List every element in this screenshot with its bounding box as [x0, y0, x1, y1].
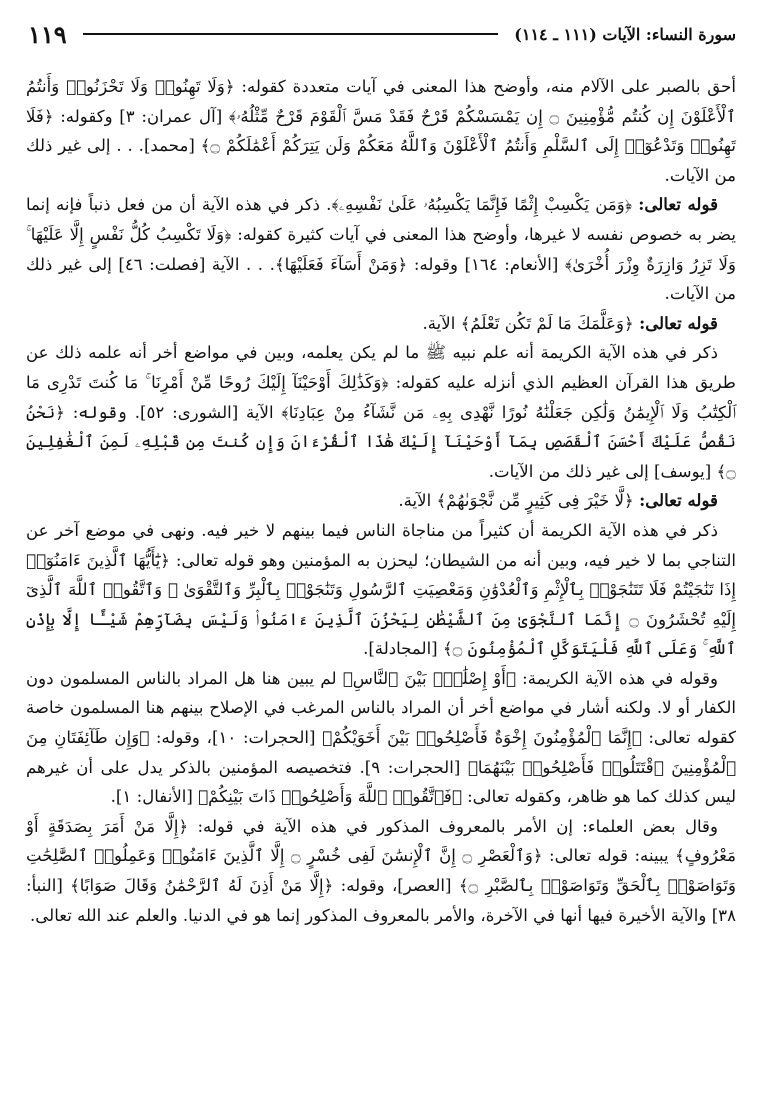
paragraph-6	[26, 516, 736, 664]
surah-title: سورة النساء: الآيات (١١١ ـ ١١٤)	[514, 24, 736, 44]
paragraph-label: قوله تعالى:	[639, 490, 718, 511]
paragraph-8	[26, 812, 736, 930]
page-header	[26, 14, 736, 54]
paragraph-text: ذكر في هذه الآية الكريمة أنه علم نبيه ﷺ ما لم يكن يعلمه، وبين في مواضع أخر أنه علمه ذلك عن طريق هذا القرآن العظيم الذي أنزله عليه كقوله: ﴿وَكَذَٰلِكَ أَوْحَيْنَآ إِلَيْكَ رُوحًا مِّنْ أَمْرِنَا ۚ مَا كُنتَ تَدْرِى مَا ٱلْكِتَٰبُ وَلَا ٱلْإِيمَٰنُ وَلَٰكِن جَعَلْنَٰهُ نُورًا نَّهْدِى بِهِۦ مَن نَّشَآءُ مِنْ عِبَادِنَا﴾ الآية [الشورى: ٥٢]. وقوله: ﴿نَحْنُ نَقُصُّ عَلَيْكَ أَحْسَنَ ٱلْقَصَصِ بِمَآ أَوْحَيْنَآ إِلَيْكَ هَٰذَا ٱلْقُرْءَانَ وَإِن كُنتَ مِن قَبْلِهِۦ لَمِنَ ٱلْغَٰفِلِينَ ۝﴾ [يوسف] إلى غير ذلك من الآيات.	[26, 343, 736, 481]
paragraph-7	[26, 664, 736, 812]
paragraph-3	[26, 309, 736, 339]
paragraph-text: ﴿لَّا خَيْرَ فِى كَثِيرٍ مِّن نَّجْوَىٰهُمْ﴾ الآية.	[398, 491, 634, 511]
paragraph-5	[26, 486, 736, 516]
paragraph-text: ﴿وَمَن يَكْسِبْ إِثْمًا فَإِنَّمَا يَكْسِبُهُۥ عَلَىٰ نَفْسِهِۦ﴾. ذكر في هذه الآية أن من فعل ذنباً فإنه إنما يضر به خصوص نفسه لا غيرها، وأوضح هذا المعنى في آيات كثيرة كقوله: ﴿وَلَا تَكْسِبُ كُلُّ نَفْسٍ إِلَّا عَلَيْهَا ۚ وَلَا تَزِرُ وَازِرَةٌ وِزْرَ أُخْرَىٰ﴾ [الأنعام: ١٦٤] وقوله: ﴿وَمَنْ أَسَآءَ فَعَلَيْهَا﴾. . . الآية [فصلت: ٤٦] إلى غير ذلك من الآيات.	[26, 195, 736, 304]
page-number: ١١٩	[28, 19, 67, 49]
paragraph-4	[26, 338, 736, 486]
paragraph-text: وقال بعض العلماء: إن الأمر بالمعروف المذكور في هذه الآية في قوله: ﴿إِلَّا مَنْ أَمَرَ بِصَدَقَةٍ أَوْ مَعْرُوفٍ﴾ يبينه: قوله تعالى: ﴿وَٱلْعَصْرِ ۝ إِنَّ ٱلْإِنسَٰنَ لَفِى خُسْرٍ ۝ إِلَّا ٱلَّذِينَ ءَامَنُوا۟ وَعَمِلُوا۟ ٱلصَّٰلِحَٰتِ وَتَوَاصَوْا۟ بِٱلْحَقِّ وَتَوَاصَوْا۟ بِٱلصَّبْرِ ۝﴾ [العصر]، وقوله: ﴿إِلَّا مَنْ أَذِنَ لَهُ ٱلرَّحْمَٰنُ وَقَالَ صَوَابًا﴾ [النبأ: ٣٨] والآية الأخيرة فيها أنها في الآخرة، والأمر بالمعروف المذكور إنما هو في الدنيا. والعلم عند الله تعالى.	[26, 816, 736, 925]
paragraph-label: قوله تعالى:	[638, 194, 718, 215]
paragraph-1	[26, 72, 736, 190]
paragraph-2	[26, 190, 736, 308]
paragraph-text: أحق بالصبر على الآلام منه، وأوضح هذا المعنى في آيات متعددة كقوله: ﴿وَلَا تَهِنُوا۟ وَلَا تَحْزَنُوا۟ وَأَنتُمُ ٱلْأَعْلَوْنَ إِن كُنتُم مُّؤْمِنِينَ ۝ إِن يَمْسَسْكُمْ قَرْحٌ فَقَدْ مَسَّ ٱلْقَوْمَ قَرْحٌ مِّثْلُهُۥ﴾ [آل عمران: ٣] وكقوله: ﴿فَلَا تَهِنُوا۟ وَتَدْعُوٓا۟ إِلَى ٱلسَّلْمِ وَأَنتُمُ ٱلْأَعْلَوْنَ وَٱللَّهُ مَعَكُمْ وَلَن يَتِرَكُمْ أَعْمَٰلَكُمْ ۝﴾ [محمد]. . . إلى غير ذلك من الآيات.	[26, 77, 736, 185]
header-rule	[83, 33, 499, 35]
paragraph-label: قوله تعالى:	[639, 312, 718, 333]
paragraph-text: ذكر في هذه الآية الكريمة أن كثيراً من مناجاة الناس فيما بينهم لا خير فيه. ونهى في موضع آخر عن التناجي بما لا خير فيه، وبين أنه من الشيطان؛ ليحزن به المؤمنين وهو قوله تعالى: ﴿يَٰٓأَيُّهَا ٱلَّذِينَ ءَامَنُوٓا۟ إِذَا تَنَٰجَيْتُمْ فَلَا تَتَنَٰجَوْا۟ بِٱلْإِثْمِ وَٱلْعُدْوَٰنِ وَمَعْصِيَتِ ٱلرَّسُولِ وَتَنَٰجَوْا۟ بِٱلْبِرِّ وَٱلتَّقْوَىٰ ۖ وَٱتَّقُوا۟ ٱللَّهَ ٱلَّذِىٓ إِلَيْهِ تُحْشَرُونَ ۝ إِنَّمَا ٱلنَّجْوَىٰ مِنَ ٱلشَّيْطَٰنِ لِيَحْزُنَ ٱلَّذِينَ ءَامَنُوا۟ وَلَيْسَ بِضَآرِّهِمْ شَيْـًٔا إِلَّا بِإِذْنِ ٱللَّهِ ۚ وَعَلَى ٱللَّهِ فَلْيَتَوَكَّلِ ٱلْمُؤْمِنُونَ ۝﴾ [المجادلة].	[26, 520, 736, 659]
page-body	[26, 72, 736, 930]
paragraph-text: وقوله في هذه الآية الكريمة: ﴿أَوْ إِصْلَٰحٍۭ بَيْنَ ٱلنَّاسِ﴾ لم يبين هنا هل المراد بالناس المسلمون دون الكفار أو لا. ولكنه أشار في مواضع أخر أن المراد بالناس المرغب في الإصلاح بينهم هنا المسلمون خاصة كقوله تعالى: ﴿إِنَّمَا ٱلْمُؤْمِنُونَ إِخْوَةٌ فَأَصْلِحُوا۟ بَيْنَ أَخَوَيْكُمْ﴾ [الحجرات: ١٠]، وقوله: ﴿وَإِن طَآئِفَتَانِ مِنَ ٱلْمُؤْمِنِينَ ٱقْتَتَلُوا۟ فَأَصْلِحُوا۟ بَيْنَهُمَا﴾ [الحجرات: ٩]. فتخصيصه المؤمنين بالذكر يدل على أن غيرهم ليس كذلك كما هو ظاهر، وكقوله تعالى: ﴿فَٱتَّقُوا۟ ٱللَّهَ وَأَصْلِحُوا۟ ذَاتَ بَيْنِكُمْ﴾ [الأنفال: ١].	[26, 668, 736, 807]
paragraph-text: ﴿وَعَلَّمَكَ مَا لَمْ تَكُن تَعْلَمُ﴾ الآية.	[422, 313, 634, 333]
book-page	[26, 14, 736, 1094]
